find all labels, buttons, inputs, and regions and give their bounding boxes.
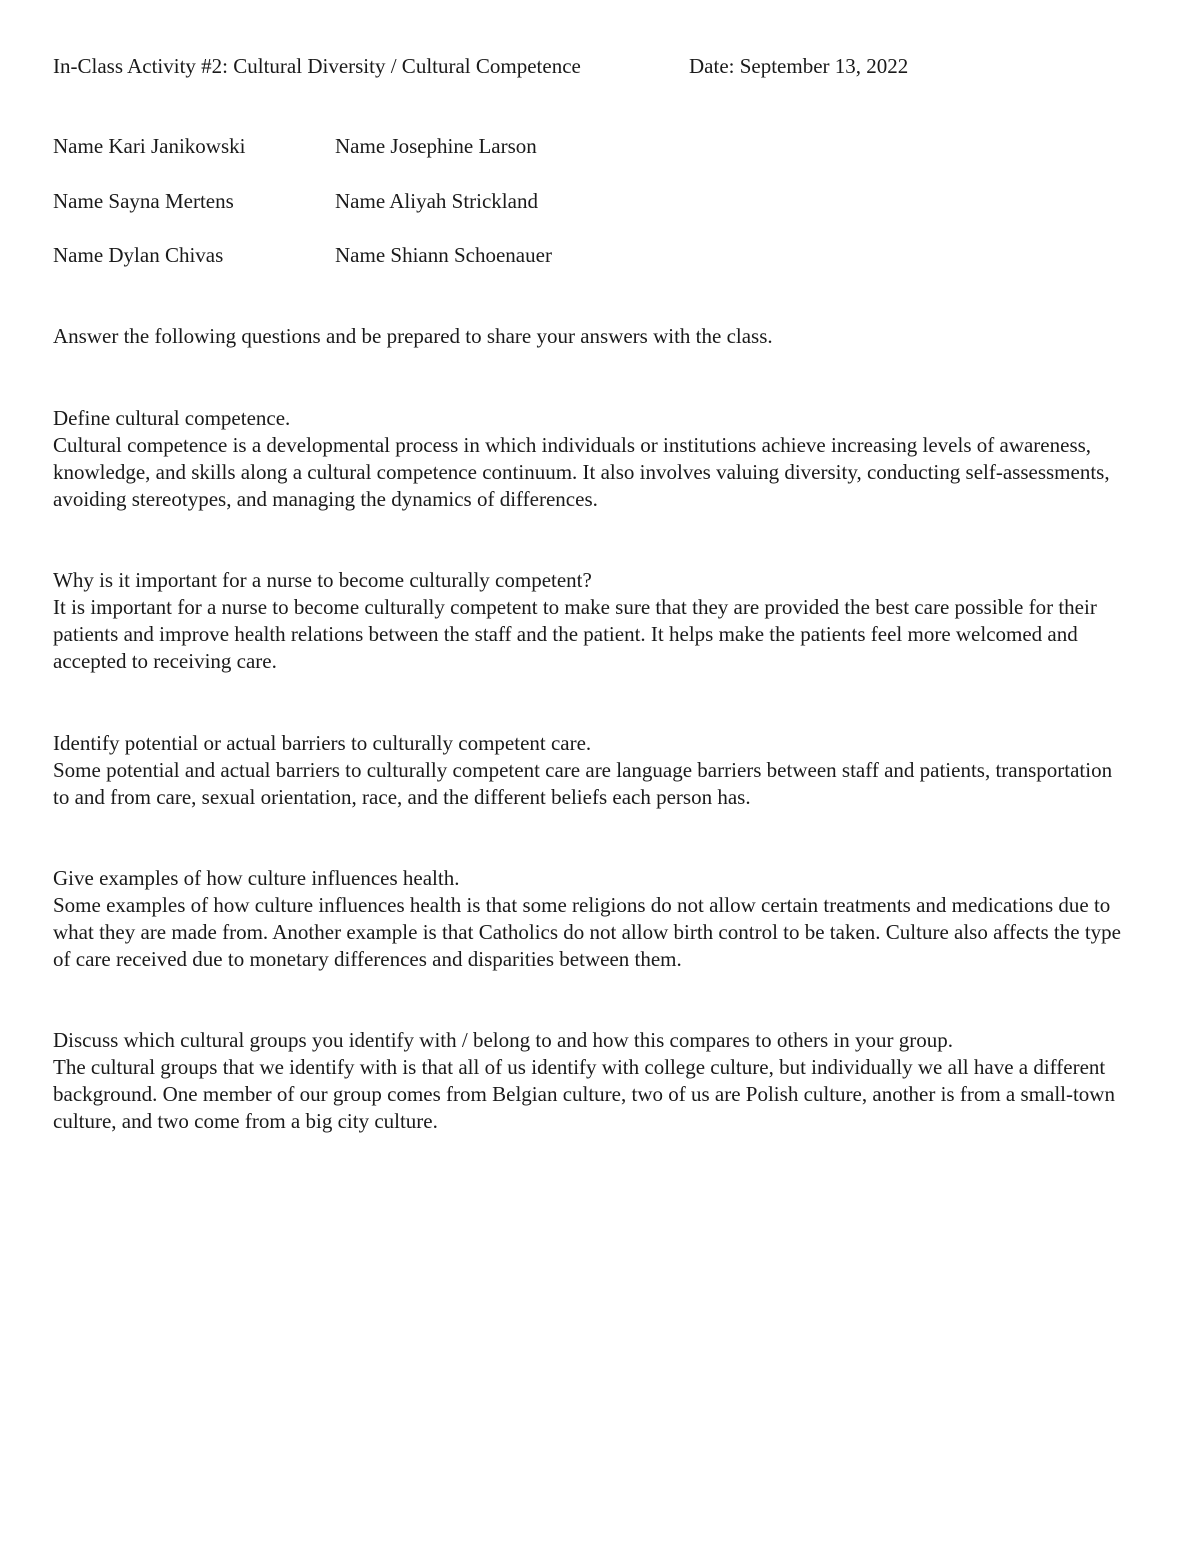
activity-title: In-Class Activity #2: Cultural Diversity / Cultural Competence <box>53 54 581 78</box>
question-text: Define cultural competence. <box>53 406 291 430</box>
name-row <box>53 134 853 189</box>
activity-date: Date: September 13, 2022 <box>689 54 909 78</box>
name-row <box>53 189 853 244</box>
question-block <box>53 730 1133 811</box>
answer-text: Some examples of how culture influences health is that some religions do not allow certain treatments and medications due to what they are made from. Another example is that Catholics do not allow birth control to be taken. Culture also affects the type of care received due to monetary differences and disparities between them. <box>53 893 1121 971</box>
answer-text: Some potential and actual barriers to culturally competent care are language barriers between staff and patients, transportation to and from care, sexual orientation, race, and the different beliefs each person has. <box>53 758 1113 809</box>
question-block <box>53 567 1133 675</box>
question-text: Identify potential or actual barriers to culturally competent care. <box>53 731 592 755</box>
member-name: Name Shiann Schoenauer <box>335 243 552 267</box>
member-name: Name Sayna Mertens <box>53 188 234 213</box>
question-block <box>53 865 1133 973</box>
name-row <box>53 243 853 298</box>
member-name: Name Aliyah Strickland <box>335 188 538 213</box>
answer-text: The cultural groups that we identify with is that all of us identify with college culture, but individually we all have a different background. One member of our group comes from Belgian culture, two of us are Polish culture, another is from a small-town culture, and two come from a big city culture. <box>53 1055 1115 1133</box>
question-block <box>53 1027 1133 1135</box>
group-member-names <box>53 134 853 298</box>
question-text: Discuss which cultural groups you identify with / belong to and how this compares to others in your group. <box>53 1028 953 1052</box>
document-header <box>53 54 1153 84</box>
instructions-text: Answer the following questions and be prepared to share your answers with the class. <box>53 324 773 348</box>
question-text: Why is it important for a nurse to become culturally competent? <box>53 568 592 592</box>
member-name: Name Dylan Chivas <box>53 243 224 267</box>
question-text: Give examples of how culture influences health. <box>53 866 460 890</box>
member-name: Name Kari Janikowski <box>53 134 246 158</box>
answer-text: Cultural competence is a developmental process in which individuals or institutions achieve increasing levels of awareness, knowledge, and skills along a cultural competence continuum. It also involves valuing diversity, conducting self-assessments, avoiding stereotypes, and managing the dynamics of differences. <box>53 433 1110 511</box>
member-name: Name Josephine Larson <box>335 134 537 158</box>
question-block <box>53 405 1133 513</box>
answer-text: It is important for a nurse to become culturally competent to make sure that they are provided the best care possible for their patients and improve health relations between the staff and the patient. It helps make the patients feel more welcomed and accepted to receiving care. <box>53 595 1097 673</box>
